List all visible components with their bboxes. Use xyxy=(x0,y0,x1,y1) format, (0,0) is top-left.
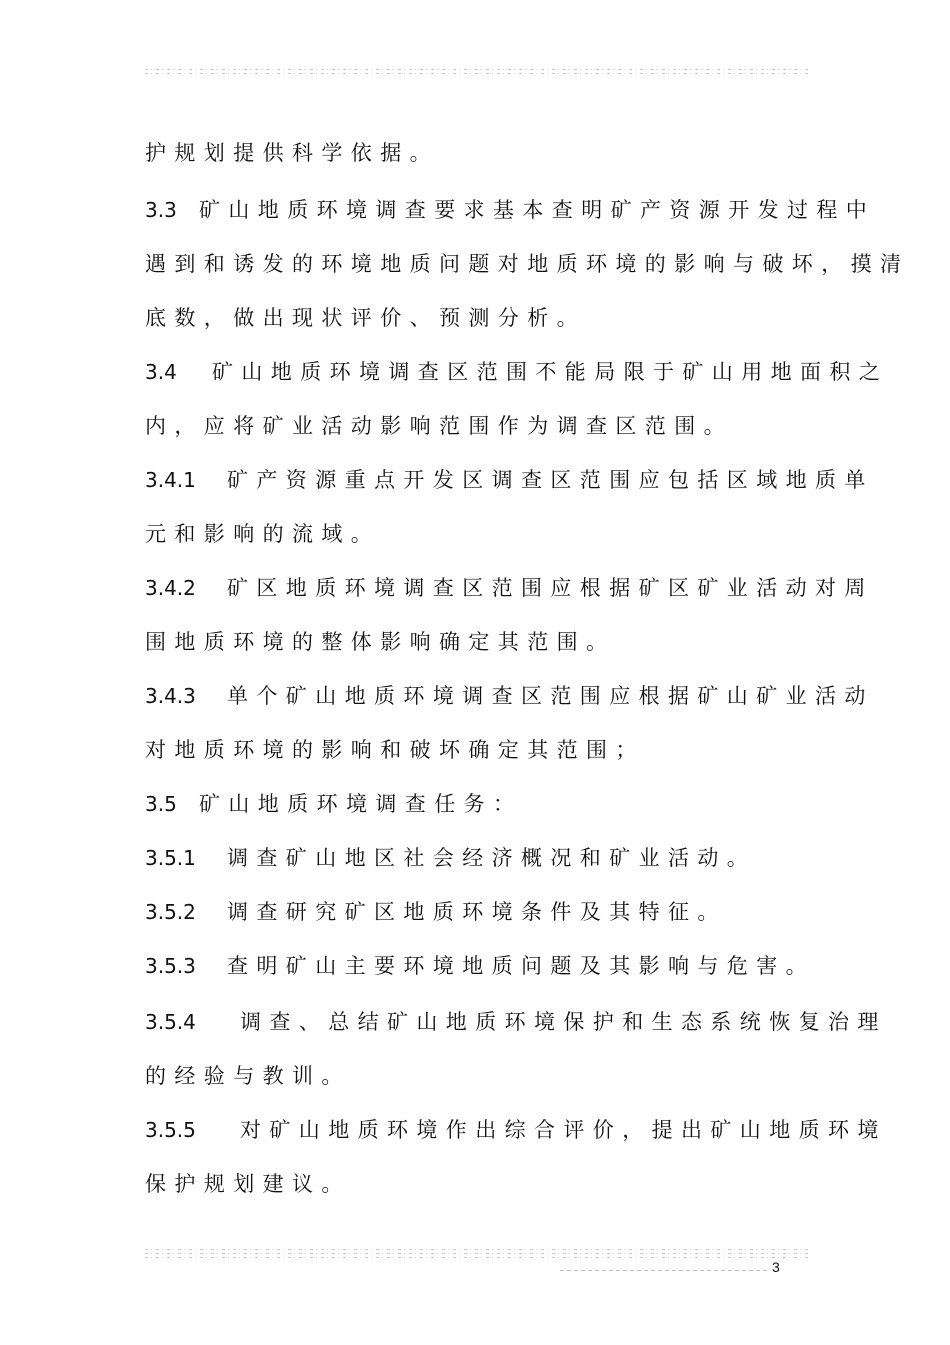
paragraph-line: 3.5.1 调查矿山地区社会经济概况和矿业活动。 xyxy=(145,841,756,875)
paragraph-line: 3.5.5 对矿山地质环境作出综合评价，提出矿山地质环境 xyxy=(145,1113,887,1147)
paragraph-line: 3.4 矿山地质环境调查区范围不能局限于矿山用地面积之 xyxy=(145,355,888,389)
section-number: 3.4.2 xyxy=(145,576,196,600)
paragraph-line: 围地质环境的整体影响确定其范围。 xyxy=(145,630,616,654)
paragraph-line: 3.4.2 矿区地质环境调查区范围应根据矿区矿业活动对周 xyxy=(145,571,874,605)
paragraph-line: 3.5 矿山地质环境调查任务： xyxy=(145,787,522,821)
paragraph-line: 3.5.2 调查研究矿区地质环境条件及其特征。 xyxy=(145,895,727,929)
paragraph-line: 3.3 矿山地质环境调查要求基本查明矿产资源开发过程中 xyxy=(145,193,875,227)
section-number: 3.4.3 xyxy=(145,684,196,708)
section-number: 3.3 xyxy=(145,198,177,222)
header-noise-band xyxy=(145,66,810,74)
paragraph-line: 保护规划建议。 xyxy=(145,1172,351,1196)
section-number: 3.5.4 xyxy=(145,1010,196,1034)
paragraph-line: 对地质环境的影响和破坏确定其范围； xyxy=(145,738,645,762)
paragraph-line: 护规划提供科学依据。 xyxy=(145,141,439,165)
paragraph-line: 元和影响的流域。 xyxy=(145,522,381,546)
section-number: 3.5.1 xyxy=(145,846,196,870)
footer-noise-band xyxy=(145,1246,810,1258)
paragraph-line: 遇到和诱发的环境地质问题对地质环境的影响与破坏，摸清 xyxy=(145,252,910,276)
paragraph-line: 3.5.3 查明矿山主要环境地质问题及其影响与危害。 xyxy=(145,949,815,983)
paragraph-line: 内，应将矿业活动影响范围作为调查区范围。 xyxy=(145,414,733,438)
section-number: 3.4 xyxy=(145,360,177,384)
paragraph-line: 底数，做出现状评价、预测分析。 xyxy=(145,306,586,330)
paragraph-line: 3.5.4 调查、总结矿山地质环境保护和生态系统恢复治理 xyxy=(145,1005,887,1039)
paragraph-line: 3.4.1 矿产资源重点开发区调查区范围应包括区域地质单 xyxy=(145,463,874,497)
page-number: 3 xyxy=(772,1259,780,1275)
section-number: 3.4.1 xyxy=(145,468,196,492)
section-number: 3.5.3 xyxy=(145,954,196,978)
paragraph-line: 的经验与教训。 xyxy=(145,1064,351,1088)
footer-rule xyxy=(560,1270,768,1271)
paragraph-line: 3.4.3 单个矿山地质环境调查区范围应根据矿山矿业活动 xyxy=(145,679,874,713)
section-number: 3.5.2 xyxy=(145,900,196,924)
section-number: 3.5 xyxy=(145,792,177,816)
section-number: 3.5.5 xyxy=(145,1118,196,1142)
